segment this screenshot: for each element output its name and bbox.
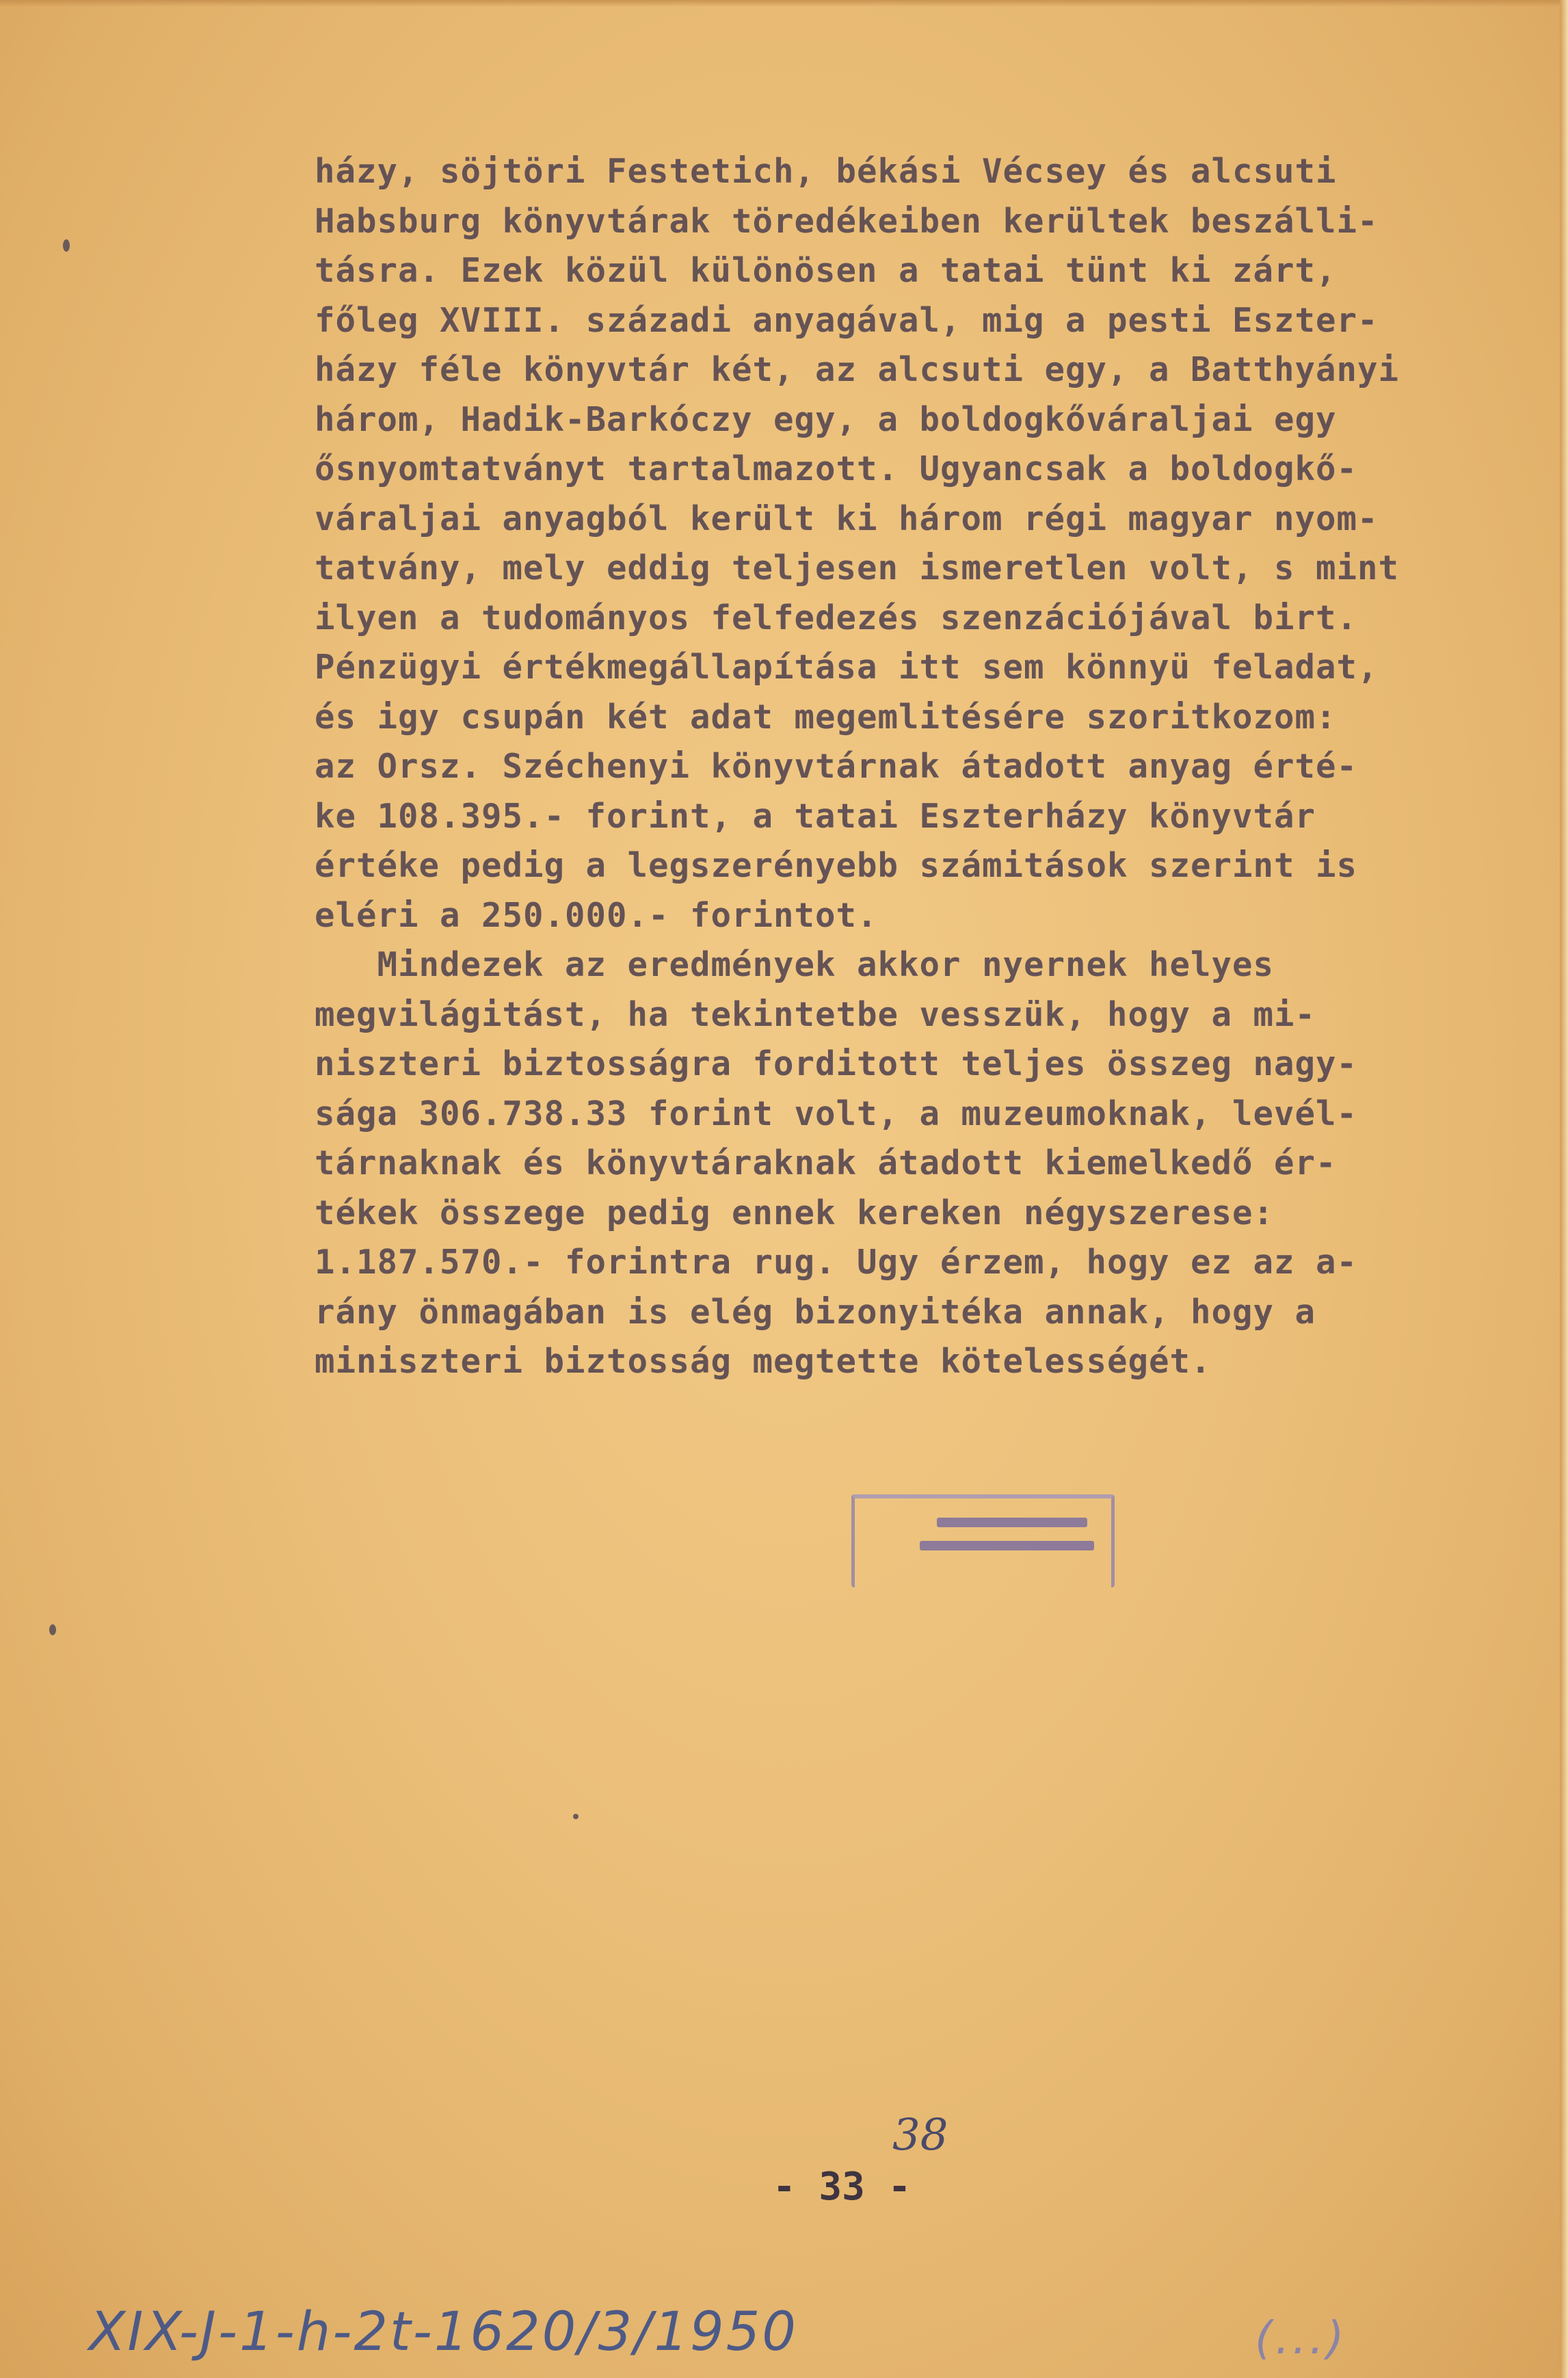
typewritten-body — [315, 147, 1400, 1387]
text-line: ősnyomtatványt tartalmazott. Ugyancsak a boldogkő- — [315, 449, 1358, 488]
text-line: ilyen a tudományos felfedezés szenzációjával birt. — [315, 598, 1358, 637]
text-line: Habsburg könyvtárak töredékeiben kerültek beszálli- — [315, 201, 1379, 241]
text-line: rány önmagában is elég bizonyitéka annak, hogy a — [315, 1292, 1316, 1332]
archive-shelfmark: XIX-J-1-h-2t-1620/3/1950 — [89, 2301, 798, 2363]
text-line: tásra. Ezek közül különösen a tatai tünt ki zárt, — [315, 251, 1337, 290]
text-line: sága 306.738.33 forint volt, a muzeumoknak, levél- — [315, 1094, 1358, 1133]
page-number-annotation: 38 — [892, 2110, 948, 2161]
archive-shelfmark-tail: (...) — [1255, 2312, 1347, 2364]
page-number: - 33 - — [773, 2165, 912, 2209]
text-line: miniszteri biztosság megtette kötelességét. — [315, 1342, 1212, 1381]
paper-speck — [63, 239, 70, 252]
text-line: házy féle könyvtár két, az alcsuti egy, a Batthyányi — [315, 350, 1400, 389]
archive-stamp — [851, 1494, 1115, 1587]
text-line: váraljai anyagból került ki három régi magyar nyom- — [315, 499, 1379, 538]
text-line: eléri a 250.000.- forintot. — [315, 895, 878, 935]
text-line: értéke pedig a legszerényebb számitások szerint is — [315, 846, 1358, 885]
text-line: házy, söjtöri Festetich, békási Vécsey és alcsuti — [315, 152, 1337, 191]
text-line: 1.187.570.- forintra rug. Ugy érzem, hogy ez az a- — [315, 1243, 1358, 1282]
paper-right-edge — [1560, 0, 1568, 2378]
text-line: tatvány, mely eddig teljesen ismeretlen volt, s mint — [315, 549, 1400, 587]
text-line: tékek összege pedig ennek kereken négyszerese: — [315, 1193, 1275, 1232]
paper-speck — [49, 1624, 56, 1635]
text-line: három, Hadik-Barkóczy egy, a boldogkőváraljai egy — [315, 399, 1337, 439]
text-line: Pénzügyi értékmegállapítása itt sem könnyü feladat, — [315, 648, 1379, 687]
text-line: tárnaknak és könyvtáraknak átadott kiemelkedő ér- — [315, 1144, 1337, 1183]
paper-top-edge — [0, 0, 1568, 7]
text-line: és igy csupán két adat megemlitésére szoritkozom: — [315, 697, 1337, 737]
text-line: megvilágitást, ha tekintetbe vesszük, hogy a mi- — [315, 994, 1316, 1034]
text-line: az Orsz. Széchenyi könyvtárnak átadott anyag érté- — [315, 747, 1358, 786]
paper-speck — [573, 1814, 579, 1819]
stamp-ink-line — [920, 1541, 1094, 1550]
text-line: főleg XVIII. századi anyagával, mig a pesti Eszter- — [315, 300, 1379, 340]
stamp-ink-line — [937, 1518, 1087, 1527]
text-line: Mindezek az eredmények akkor nyernek helyes — [315, 945, 1275, 984]
text-line: ke 108.395.- forint, a tatai Eszterházy könyvtár — [315, 796, 1316, 836]
text-line: niszteri biztosságra forditott teljes összeg nagy- — [315, 1044, 1358, 1083]
